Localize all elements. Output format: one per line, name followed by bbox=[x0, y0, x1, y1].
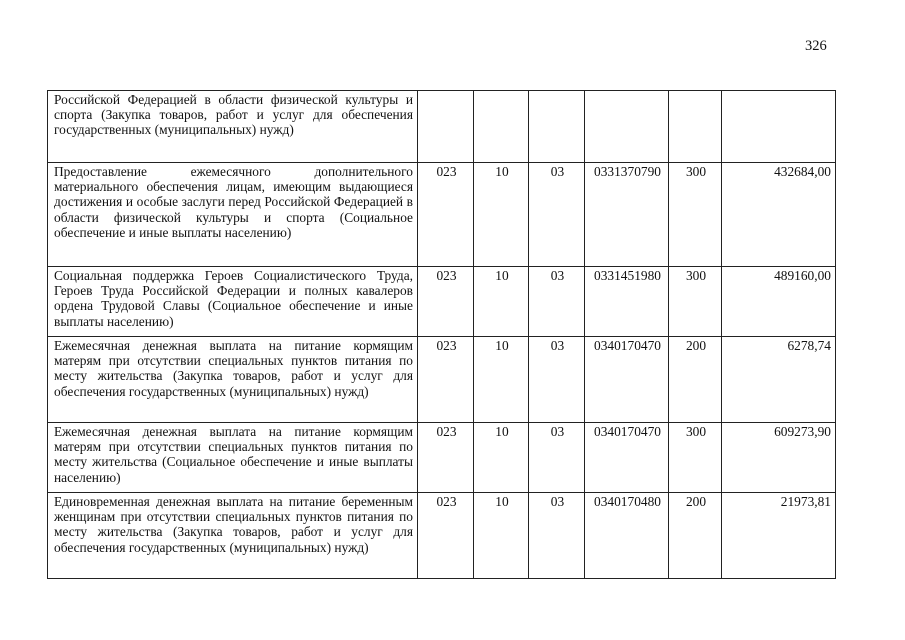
target-article-code: 0331370790 bbox=[585, 163, 669, 267]
ministry-code: 023 bbox=[418, 423, 474, 493]
ministry-code bbox=[418, 91, 474, 163]
subsection-code: 03 bbox=[529, 423, 585, 493]
row-description: Ежемесячная денежная выплата на питание кормящим матерям при отсутствии специальных пунктов питания по месту жительства (Закупка товаров, работ и услуг для обеспечения государственных (муниципальных) нужд) bbox=[48, 337, 418, 423]
ministry-code: 023 bbox=[418, 337, 474, 423]
expense-type-code: 200 bbox=[669, 337, 722, 423]
section-code: 10 bbox=[474, 267, 529, 337]
amount: 21973,81 bbox=[722, 493, 836, 579]
section-code: 10 bbox=[474, 423, 529, 493]
table-row bbox=[48, 493, 836, 579]
target-article-code: 0340170470 bbox=[585, 423, 669, 493]
target-article-code: 0331451980 bbox=[585, 267, 669, 337]
section-code: 10 bbox=[474, 337, 529, 423]
row-description: Ежемесячная денежная выплата на питание кормящим матерям при отсутствии специальных пунктов питания по месту жительства (Социальное обеспечение и иные выплаты населению) bbox=[48, 423, 418, 493]
table-row bbox=[48, 337, 836, 423]
subsection-code: 03 bbox=[529, 337, 585, 423]
expense-type-code: 300 bbox=[669, 267, 722, 337]
page-number: 326 bbox=[805, 38, 827, 54]
ministry-code: 023 bbox=[418, 163, 474, 267]
target-article-code: 0340170470 bbox=[585, 337, 669, 423]
row-description: Единовременная денежная выплата на питание беременным женщинам при отсутствии специальных пунктов питания по месту жительства (Закупка товаров, работ и услуг для обеспечения государственных (муниципальных) нужд) bbox=[48, 493, 418, 579]
row-description: Социальная поддержка Героев Социалистического Труда, Героев Труда Российской Федерации и полных кавалеров ордена Трудовой Славы (Социальное обеспечение и иные выплаты населению) bbox=[48, 267, 418, 337]
section-code bbox=[474, 91, 529, 163]
budget-table bbox=[47, 90, 836, 579]
subsection-code: 03 bbox=[529, 163, 585, 267]
table-row bbox=[48, 267, 836, 337]
section-code: 10 bbox=[474, 493, 529, 579]
amount: 609273,90 bbox=[722, 423, 836, 493]
table-row bbox=[48, 91, 836, 163]
row-description: Предоставление ежемесячного дополнительного материального обеспечения лицам, имеющим выдающиеся достижения и особые заслуги перед Российской Федерацией в области физической культуры и спорта (Социальное обеспечение и иные выплаты населению) bbox=[48, 163, 418, 267]
subsection-code: 03 bbox=[529, 267, 585, 337]
amount: 6278,74 bbox=[722, 337, 836, 423]
expense-type-code: 200 bbox=[669, 493, 722, 579]
amount: 432684,00 bbox=[722, 163, 836, 267]
amount: 489160,00 bbox=[722, 267, 836, 337]
table-row bbox=[48, 163, 836, 267]
expense-type-code bbox=[669, 91, 722, 163]
section-code: 10 bbox=[474, 163, 529, 267]
target-article-code bbox=[585, 91, 669, 163]
expense-type-code: 300 bbox=[669, 163, 722, 267]
ministry-code: 023 bbox=[418, 267, 474, 337]
amount bbox=[722, 91, 836, 163]
table-row bbox=[48, 423, 836, 493]
target-article-code: 0340170480 bbox=[585, 493, 669, 579]
expense-type-code: 300 bbox=[669, 423, 722, 493]
ministry-code: 023 bbox=[418, 493, 474, 579]
row-description: Российской Федерацией в области физической культуры и спорта (Закупка товаров, работ и услуг для обеспечения государственных (муниципальных) нужд) bbox=[48, 91, 418, 163]
subsection-code bbox=[529, 91, 585, 163]
subsection-code: 03 bbox=[529, 493, 585, 579]
